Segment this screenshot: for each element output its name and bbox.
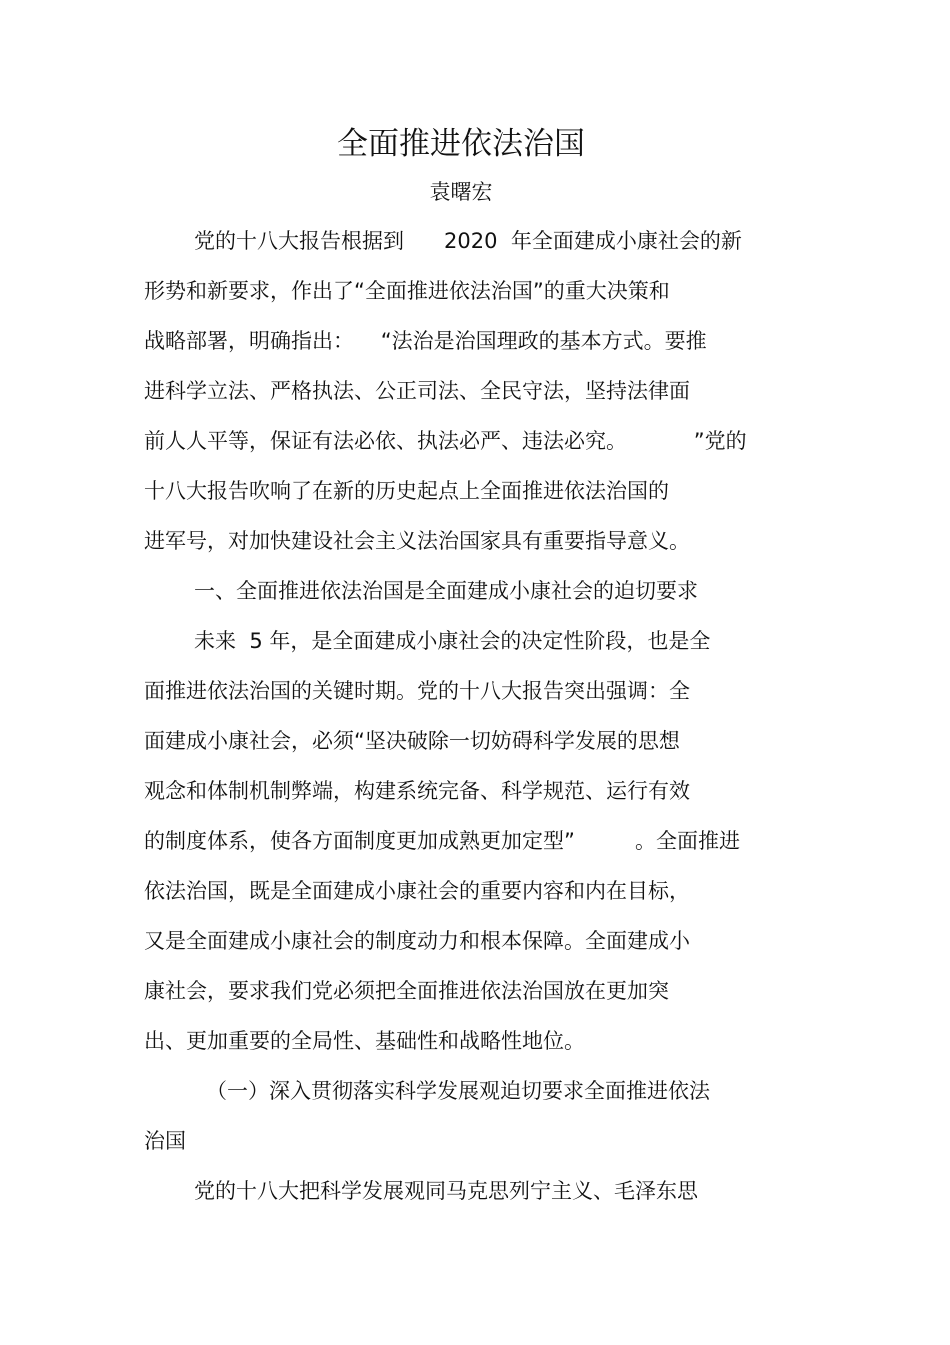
text-line: 党的十八大报告根据到 2020 年全面建成小康社会的新 [194, 229, 742, 253]
text-line: 党的十八大把科学发展观同马克思列宁主义、毛泽东思 [194, 1179, 698, 1203]
text-line: 出、更加重要的全局性、基础性和战略性地位。 [144, 1029, 585, 1053]
text-line: 康社会，要求我们党必须把全面推进依法治国放在更加突 [144, 979, 669, 1003]
text-line: 进科学立法、严格执法、公正司法、全民守法，坚持法律面 [144, 379, 690, 403]
text-line: 战略部署，明确指出： “法治是治国理政的基本方式。要推 [144, 329, 707, 353]
section-heading: 一、全面推进依法治国是全面建成小康社会的迫切要求 [194, 579, 698, 603]
text-line: 前人人平等，保证有法必依、执法必严、违法必究。 ”党的 [144, 429, 747, 453]
subsection-heading: （一）深入贯彻落实科学发展观迫切要求全面推进依法 [206, 1079, 710, 1103]
document-author: 袁曙宏 [429, 180, 493, 204]
subsection-heading-continued: 治国 [144, 1129, 186, 1153]
text-line: 形势和新要求，作出了“全面推进依法治国”的重大决策和 [144, 279, 670, 303]
text-line: 面推进依法治国的关键时期。党的十八大报告突出强调：全 [144, 679, 690, 703]
text-line: 观念和体制机制弊端，构建系统完备、科学规范、运行有效 [144, 779, 690, 803]
text-line: 十八大报告吹响了在新的历史起点上全面推进依法治国的 [144, 479, 669, 503]
text-line: 进军号，对加快建设社会主义法治国家具有重要指导意义。 [144, 529, 690, 553]
text-line: 依法治国，既是全面建成小康社会的重要内容和内在目标， [144, 879, 690, 903]
text-line: 的制度体系，使各方面制度更加成熟更加定型” 。全面推进 [144, 829, 740, 853]
text-line: 未来 5 年，是全面建成小康社会的决定性阶段，也是全 [194, 629, 711, 653]
text-line: 面建成小康社会，必须“坚决破除一切妨碍科学发展的思想 [144, 729, 680, 753]
document-title: 全面推进依法治国 [337, 126, 585, 162]
text-line: 又是全面建成小康社会的制度动力和根本保障。全面建成小 [144, 929, 690, 953]
